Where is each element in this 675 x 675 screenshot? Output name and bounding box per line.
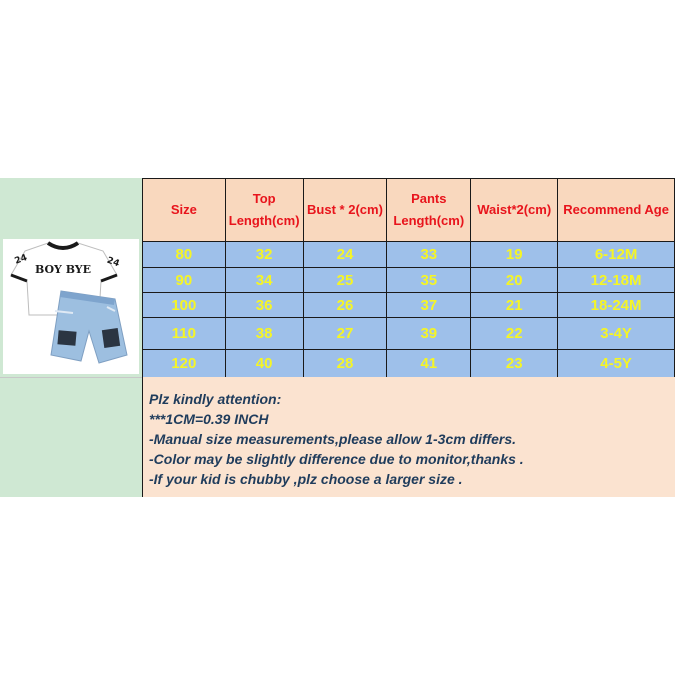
table-row xyxy=(143,242,675,268)
table-row xyxy=(143,268,675,293)
cell-top-length: 38 xyxy=(225,318,303,350)
header-waist: Waist*2(cm) xyxy=(471,179,558,242)
shirt-print-text: BOY BYE xyxy=(34,263,92,276)
cell-size: 120 xyxy=(143,350,226,378)
product-image xyxy=(3,239,139,374)
table-row xyxy=(143,350,675,378)
cell-top-length: 34 xyxy=(225,268,303,293)
cell-bust: 26 xyxy=(303,293,387,318)
note-attention: Plz kindly attention: xyxy=(149,391,282,407)
outfit-illustration xyxy=(3,239,139,374)
header-bust: Bust * 2(cm) xyxy=(303,179,387,242)
cell-bust: 27 xyxy=(303,318,387,350)
cell-size: 100 xyxy=(143,293,226,318)
cell-bust: 28 xyxy=(303,350,387,378)
cell-size: 90 xyxy=(143,268,226,293)
header-recommend-age: Recommend Age xyxy=(558,179,675,242)
size-chart xyxy=(0,178,675,497)
notes-panel xyxy=(142,377,675,497)
header-pants-length: Pants Length(cm) xyxy=(387,179,471,242)
cell-top-length: 36 xyxy=(225,293,303,318)
cell-waist: 19 xyxy=(471,242,558,268)
note-conversion: ***1CM=0.39 INCH xyxy=(149,411,269,427)
cell-pants-length: 33 xyxy=(387,242,471,268)
cell-age: 6-12M xyxy=(558,242,675,268)
table-row xyxy=(143,293,675,318)
cell-bust: 25 xyxy=(303,268,387,293)
note-chubby: -If your kid is chubby ,plz choose a larger size . xyxy=(149,471,463,487)
cell-pants-length: 41 xyxy=(387,350,471,378)
right-sleeve-number: 24 xyxy=(105,255,121,270)
left-divider xyxy=(0,377,142,378)
cell-pants-length: 39 xyxy=(387,318,471,350)
size-table xyxy=(142,178,675,378)
cell-waist: 22 xyxy=(471,318,558,350)
cell-size: 110 xyxy=(143,318,226,350)
cell-top-length: 32 xyxy=(225,242,303,268)
table-row xyxy=(143,318,675,350)
cell-waist: 21 xyxy=(471,293,558,318)
cell-waist: 23 xyxy=(471,350,558,378)
cell-bust: 24 xyxy=(303,242,387,268)
cell-pants-length: 35 xyxy=(387,268,471,293)
header-top-length: Top Length(cm) xyxy=(225,179,303,242)
cell-top-length: 40 xyxy=(225,350,303,378)
note-color: -Color may be slightly difference due to monitor,thanks . xyxy=(149,451,524,467)
note-manual-measure: -Manual size measurements,please allow 1-3cm differs. xyxy=(149,431,517,447)
cell-age: 18-24M xyxy=(558,293,675,318)
cell-size: 80 xyxy=(143,242,226,268)
cell-age: 12-18M xyxy=(558,268,675,293)
cell-age: 4-5Y xyxy=(558,350,675,378)
header-size: Size xyxy=(143,179,226,242)
cell-age: 3-4Y xyxy=(558,318,675,350)
left-sleeve-number: 24 xyxy=(13,253,29,267)
header-row xyxy=(143,179,675,242)
product-panel xyxy=(0,178,142,497)
cell-waist: 20 xyxy=(471,268,558,293)
cell-pants-length: 37 xyxy=(387,293,471,318)
